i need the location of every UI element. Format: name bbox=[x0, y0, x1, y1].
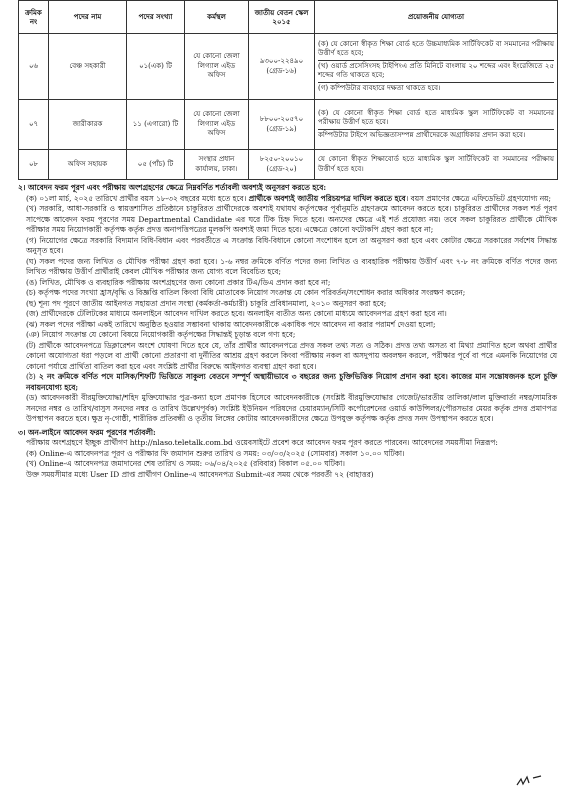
condition-text: (ট) প্রার্থীকে আবেদনপত্রে ডিক্লারেশন অংশে ঘোষণা দিতে হবে যে, তাঁর প্রার্থীর আবেদনপত্রে প্রদত্ত সকল তথ্য সত্য ও সঠিক। প্রদত্ত তথ্য অসত্য বা মিথ্যা প্রমাণিত হলে অথবা প্রার্থীর কোনো অযোগ্যতা ধরা পড়লে বা প্রার্থী কোনো প্রতারণা বা দুর্নীতির আশ্রয় গ্রহণ করলে কিংবা পরীক্ষায় নকল বা অসদুপায় অবলম্বন করলে, পরীক্ষার পূর্বে বা পরে এমনকি নিয়োগের যে কোনো পর্যায়ে প্রার্থিতা বাতিল করা হবে এবং সংশ্লিষ্ট প্রার্থীর বিরুদ্ধে আইনগত ব্যবস্থা গ্রহণ করা হবে। bbox=[26, 340, 557, 371]
condition-text: (চ) কর্তৃপক্ষ পদের সংখ্যা হ্রাস/বৃদ্ধি ও বিজ্ঞপ্তি বাতিল কিংবা বিধি মোতাবেক নিয়োগ সংক্রান্ত যে কোন পরিবর্তন/সংশোধন করার অধিকার সংরক্ষণ করেন; bbox=[26, 288, 466, 298]
cell-workplace: যে কোনো জেলা লিগ্যাল এইড অফিস bbox=[185, 100, 249, 150]
condition-text: (ঙ) লিখিত, মৌখিক ও ব্যবহারিক পরীক্ষায় অংশগ্রহণের জন্য কোনো প্রকার টিএ/ডিএ প্রদান করা হবে না; bbox=[26, 277, 331, 287]
condition-item bbox=[18, 341, 557, 373]
cell-qualification bbox=[315, 100, 558, 150]
cell-post: অফিস সহায়ক bbox=[49, 150, 127, 180]
condition-item bbox=[18, 330, 557, 341]
cell-scale: ৮২৫০-২০০১০ (গ্রেড-২০) bbox=[249, 150, 315, 180]
condition-text: (ঞ) নিয়োগ সংক্রান্ত যে কোনো বিষয়ে নিয়োগকারী কর্তৃপক্ষের সিদ্ধান্তই চূড়ান্ত বলে গণ্য হবে; bbox=[26, 330, 296, 340]
section-conditions bbox=[18, 183, 557, 480]
condition-item bbox=[18, 257, 557, 278]
condition-text: (ঠ) bbox=[26, 372, 39, 382]
condition-text: (ঝ) সকল পদের পরীক্ষা একই তারিখে অনুষ্ঠিত হওয়ার সম্ভাবনা থাকায় আবেদনকারীকে একাধিক পদে আবেদন না করার পরামর্শ দেওয়া হলো; bbox=[26, 319, 436, 329]
cell-serial: ০৮ bbox=[19, 150, 49, 180]
qualification-item: (ক) যে কোনো স্বীকৃত শিক্ষা বোর্ড হতে উচ্চমাধ্যমিক সার্টিফিকেট বা সমমানের পরীক্ষায় উত্তীর্ণ হতে হবে; bbox=[318, 39, 554, 58]
header-post: পদের নাম bbox=[49, 1, 127, 34]
section-3-intro: পরীক্ষায় অংশগ্রহণে ইচ্ছুক প্রার্থীগণ http://nlaso.teletalk.com.bd ওয়েবসাইটে প্রবেশ করে আবেদন ফরম পূরণ করতে পারবেন। আবেদনের সময়সীমা নিম্নরূপ: bbox=[26, 438, 498, 448]
cell-count: ০১(এক) টি bbox=[127, 34, 185, 100]
table-row bbox=[19, 100, 558, 150]
condition-item bbox=[18, 278, 557, 289]
condition-bold-text: ২ নং ক্রমিকে বর্ণিত পদে মাসিক/শিফটি ভিত্তিতে সাকুল্য বেতনে সম্পূর্ণ অস্থায়ীভাবে ৩ বছরের জন্য চুক্তিভিত্তিক নিয়োগ প্রদান করা হবে। কাজের মান সন্তোষজনক হলে চুক্তি নবায়নযোগ্য হবে; bbox=[26, 372, 557, 392]
condition-text: (ছ) শূন্য পদ পূরণে জাতীয় আইনগত সহায়তা প্রদান সংস্থা (কর্মকর্তা-কর্মচারী) চাকুরি প্রবিধানমালা, ২০১০ অনুসরণ করা হবে; bbox=[26, 298, 387, 308]
cell-post: জারীকারক bbox=[49, 100, 127, 150]
condition-item bbox=[18, 288, 557, 299]
header-qualification: প্রয়োজনীয় যোগ্যতা bbox=[315, 1, 558, 34]
condition-item bbox=[18, 204, 557, 236]
header-count: পদের সংখ্যা bbox=[127, 1, 185, 34]
cell-post: বেঞ্চ সহকারী bbox=[49, 34, 127, 100]
table-row bbox=[19, 150, 558, 180]
condition-text: । বয়স প্রমাণের ক্ষেত্রে এফিডেভিট গ্রহণযোগ্য নয়; bbox=[405, 193, 552, 203]
qualification-item: (গ) কম্পিউটার ব্যবহারে দক্ষতা থাকতে হবে। bbox=[318, 82, 554, 94]
cell-workplace: যে কোনো জেলা লিগ্যাল এইড অফিস bbox=[185, 34, 249, 100]
table-header-row bbox=[19, 1, 558, 34]
header-scale: জাতীয় বেতন স্কেল ২০১৫ bbox=[249, 1, 315, 34]
condition-item bbox=[18, 194, 557, 205]
cell-workplace: সংস্থার প্রধান কার্যালয়, ঢাকা। bbox=[185, 150, 249, 180]
posts-table bbox=[18, 0, 558, 180]
section-3-item: (খ) Online-এ আবেদনপত্র জমাদানের শেষ তারিখ ও সময়: ০৬/০৪/২০২৫ (রবিবার) বিকাল ০৫.০০ ঘটিকা। bbox=[26, 459, 345, 469]
section-3-item: (ক) Online-এ আবেদনপত্র পূরণ ও পরীক্ষার ফি জমাদান শুরুর তারিখ ও সময়: ০৩/০৩/২০২৫ (সোমবার) সকাল ১০.০০ ঘটিকা। bbox=[26, 448, 405, 458]
cell-serial: ০৬ bbox=[19, 34, 49, 100]
section-3-note: উক্ত সময়সীমার মধ্যে User ID প্রাপ্ত প্রার্থীগণ Online-এ আবেদনপত্র Submit-এর সময় থেকে পরবর্তী ৭২ (বাহাত্তর) bbox=[26, 469, 374, 479]
condition-item bbox=[18, 299, 557, 310]
condition-item bbox=[18, 236, 557, 257]
table-row bbox=[19, 34, 558, 100]
cell-qualification bbox=[315, 34, 558, 100]
signature-mark bbox=[515, 774, 545, 788]
cell-count: ০৫ (পাঁচ) টি bbox=[127, 150, 185, 180]
header-serial: ক্রমিক নং bbox=[19, 1, 49, 34]
section-3-title: ৩। অন-লাইনে আবেদন ফরম পূরণের শর্তাবলী: bbox=[18, 427, 156, 437]
condition-item bbox=[18, 309, 557, 320]
cell-qualification bbox=[315, 150, 558, 180]
section-2-items bbox=[18, 194, 557, 425]
header-workplace: কর্মস্থল bbox=[185, 1, 249, 34]
qualification-item: যে কোনো স্বীকৃত শিক্ষাবোর্ড হতে মাধ্যমিক স্কুল সার্টিফিকেট বা সমমানের পরীক্ষায় উত্তীর্ণ হতে হবে। bbox=[318, 155, 554, 173]
qualification-item: (ক) যে কোনো স্বীকৃত শিক্ষা বোর্ড হতে মাধ্যমিক স্কুল সার্টিফিকেট বা সমমানের পরীক্ষায় উত্তীর্ণ হতে হবে। bbox=[318, 108, 554, 127]
condition-text: (ড) আবেদনকারী বীরমুক্তিযোদ্ধা/শহিদ মুক্তিযোদ্ধার পুত্র-কন্যা হলে প্রমাণক হিসেবে আবেদনকারীকে (সংশ্লিষ্ট বীরমুক্তিযোদ্ধার গেজেট/ভারতীয় তালিকা/লাল মুক্তিবার্তা নম্বর/সামরিক সনদের নম্বর ও তারিখ/বাসুস সনদের নম্বর ও তারিখ উল্লেখপূর্বক) সংশ্লিষ্ট ইউনিয়ন পরিষদের চেয়ারম্যান/সিটি কর্পোরেশনের ওয়ার্ড কাউন্সিলর/পৌরসভার মেয়র কর্তৃক প্রদত্ত প্রমাণপত্র উপস্থাপন করতে হবে। ক্ষুদ্র নৃ-গোষ্ঠী, শারীরিক প্রতিবন্ধী ও তৃতীয় লিঙ্গের কোটায় আবেদনকারীদের ক্ষেত্রে উপযুক্ত কর্তৃপক্ষ কর্তৃক প্রদত্ত সনদ উপস্থাপন করতে হবে। bbox=[26, 393, 557, 424]
condition-text: (ক) ০১লা মার্চ, ২০২৫ তারিখে প্রার্থীর বয়স ১৮-৩২ বছরের মধ্যে হতে হবে। bbox=[26, 193, 249, 203]
qualification-item: (খ) ওয়ার্ড প্রসেসিংসহ টাইপিংএ প্রতি মিনিটে বাংলায় ২০ শব্দের এবং ইংরেজিতে ২৫ শব্দের গতি থাকতে হবে; bbox=[318, 60, 554, 82]
condition-text: (গ) নিয়োগের ক্ষেত্রে সরকারি বিদ্যমান বিধি-বিধান এবং পরবর্তীতে এ সংক্রান্ত বিধি-বিধানে কোনো সংশোধন হলে তা অনুসরণ করা হবে এবং কোটার ক্ষেত্রে সরকারের সর্বশেষ সিদ্ধান্ত অনুসৃত হবে। bbox=[26, 235, 557, 256]
condition-item bbox=[18, 320, 557, 331]
cell-scale: ৮৮০০-২০৫৭০ (গ্রেড-১৯) bbox=[249, 100, 315, 150]
condition-text: (খ) সরকারি, আধা-সরকারি ও স্বায়ত্তশাসিত প্রতিষ্ঠানে চাকুরিরত প্রার্থীদেরকে অবশ্যই যথাযথ কর্তৃপক্ষের পূর্বানুমতি গ্রহণক্রমে আবেদন করতে হবে। চাকুরিরত প্রার্থীদের সকল শর্ত পূরণ সাপেক্ষে আবেদন ফরম পূরণের সময় Departmental Candidate এর ঘরে টিক চিহ্ন দিতে হবে। অন্যদের ক্ষেত্রে এই শর্ত প্রযোজ্য নয়। তবে সকল চাকুরিরত প্রার্থীকে মৌখিক পরীক্ষার সময় নিয়োগকারী কর্তৃপক্ষ কর্তৃক প্রদত্ত অনাপত্তিপত্রের মূলকপি অবশ্যই জমা দিতে হবে। এক্ষেত্রে কোনো ফটোকপি গ্রহণ করা হবে না; bbox=[26, 204, 557, 235]
condition-bold-text: প্রার্থীকে অবশ্যই জাতীয় পরিচয়পত্র দাখিল করতে হবে bbox=[248, 193, 406, 203]
condition-text: (ঘ) সকল পদের জন্য লিখিত ও মৌখিক পরীক্ষা গ্রহণ করা হবে। ১-৬ নম্বর ক্রমিকে বর্ণিত পদের জন্য লিখিত ও ব্যবহারিক পরীক্ষায় উত্তীর্ণ এবং ৭-৮ নং ক্রমিকে বর্ণিত পদের জন্য লিখিত পরীক্ষায় উত্তীর্ণ প্রার্থীরাই কেবল মৌখিক পরীক্ষার জন্য যোগ্য বলে বিবেচিত হবে; bbox=[26, 256, 557, 277]
condition-item bbox=[18, 393, 557, 425]
cell-count: ১১ (এগারো) টি bbox=[127, 100, 185, 150]
condition-item bbox=[18, 372, 557, 393]
section-2-title: ২। আবেদন ফরম পূরণ এবং পরীক্ষায় অংশগ্রহণের ক্ষেত্রে নিম্নবর্ণিত শর্তাবলী অবশ্যই অনুসরণ করতে হবে: bbox=[18, 183, 327, 192]
condition-text: (জ) প্রার্থীদেরকে টেলিটকের মাধ্যমে অনলাইনে আবেদন দাখিল করতে হবে। অনলাইন ব্যতীত অন্য কোনো মাধ্যমে আবেদনপত্র গ্রহণ করা হবে না। bbox=[26, 309, 447, 319]
qualification-item: কম্পিউটার টাইপে অভিজ্ঞতাসম্পন্ন প্রার্থীদেরকে অগ্রাধিকার প্রদান করা হবে। bbox=[318, 129, 554, 141]
cell-serial: ০৭ bbox=[19, 100, 49, 150]
cell-scale: ৯৩০০-২২৪৯০ (গ্রেড-১৬) bbox=[249, 34, 315, 100]
